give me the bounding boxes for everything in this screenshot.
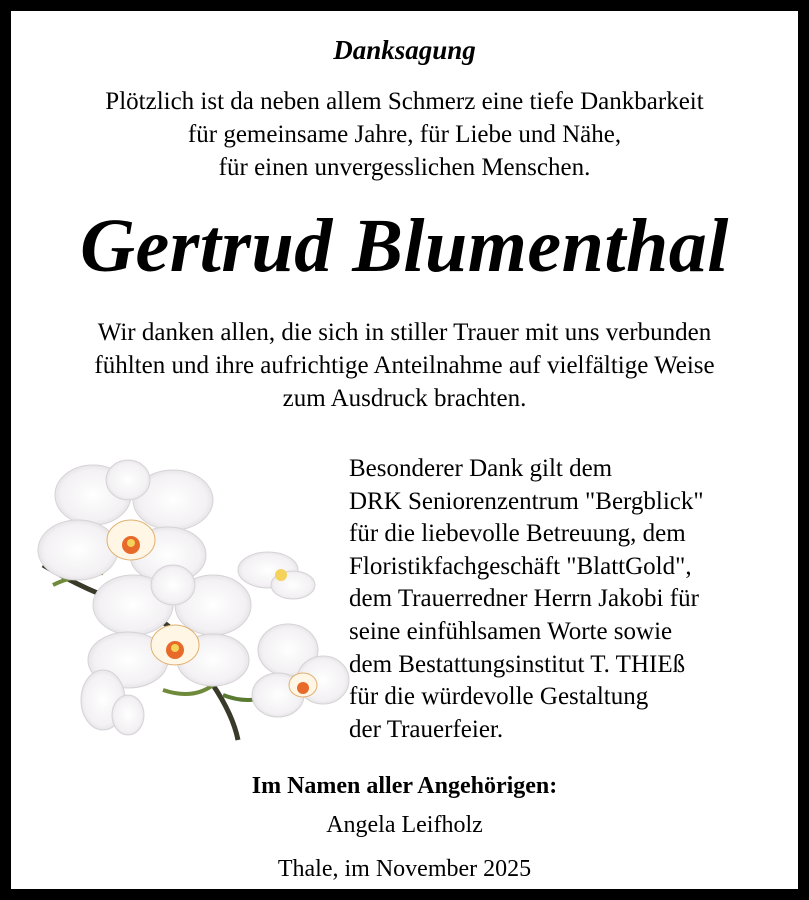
signature-title: Im Namen aller Angehörigen: [251, 773, 558, 799]
intro-text [11, 85, 798, 184]
intro-line: für gemeinsame Jahre, für Liebe und Nähe, [187, 121, 622, 148]
white-orchid-icon [33, 455, 351, 745]
special-thanks-line: Besonderer Dank gilt dem [349, 455, 613, 482]
signature-name: Angela Leifholz [326, 812, 483, 838]
special-thanks-line: dem Trauerredner Herrn Jakobi für [349, 585, 699, 613]
special-thanks-line: seine einfühlsamen Worte sowie [349, 617, 673, 645]
deceased-name: Gertrud Blumenthal [80, 204, 729, 288]
special-thanks-line: DRK Seniorenzentrum "Bergblick" [349, 487, 704, 515]
heading: Danksagung [333, 35, 476, 65]
special-thanks-line: dem Bestattungsinstitut T. THIEß [349, 650, 686, 678]
thanks-line: Wir danken allen, die sich in stiller Trauer mit uns verbunden [97, 319, 712, 346]
thanks-line: fühlten und ihre aufrichtige Anteilnahme auf vielfältige Weise [94, 352, 715, 379]
special-thanks-line: der Trauerfeier. [349, 715, 504, 743]
thanks-line: zum Ausdruck brachten. [282, 385, 527, 412]
intro-line: Plötzlich ist da neben allem Schmerz eine tiefe Dankbarkeit [105, 88, 704, 115]
special-thanks-line: Floristikfachgeschäft "BlattGold", [349, 552, 692, 580]
special-thanks-line: für die liebevolle Betreuung, dem [349, 520, 686, 548]
intro-line: für einen unvergesslichen Menschen. [218, 154, 591, 181]
special-thanks-line: für die würdevolle Gestaltung [349, 683, 649, 711]
thanks-text [11, 316, 798, 415]
special-thanks [349, 453, 779, 746]
place-date: Thale, im November 2025 [277, 856, 532, 882]
